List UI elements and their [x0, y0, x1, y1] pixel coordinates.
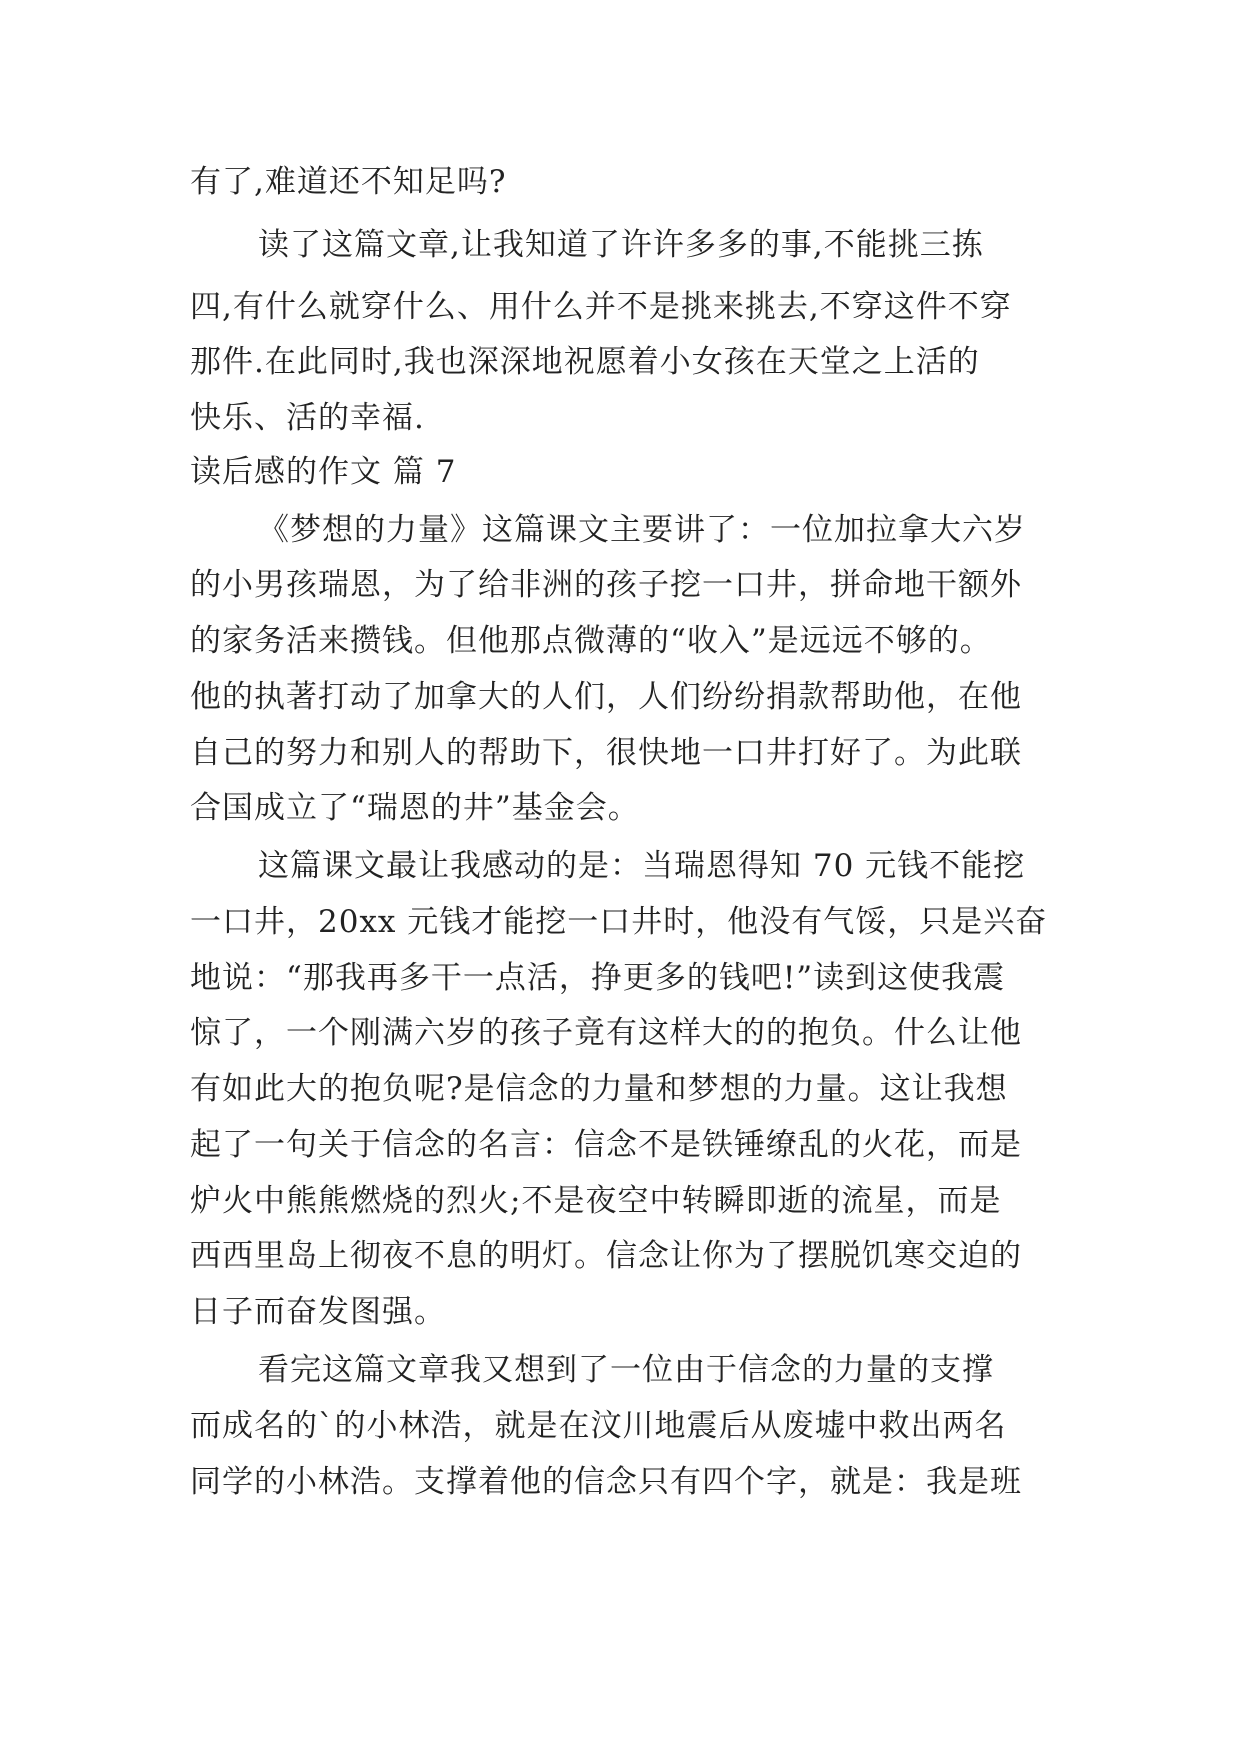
text-line: 惊了，一个刚满六岁的孩子竟有这样大的的抱负。什么让他 [190, 1015, 1022, 1051]
text-line: 四,有什么就穿什么、用什么并不是挑来挑去,不穿这件不穿 [190, 289, 1012, 325]
section-heading: 读后感的作文 篇 7 [190, 454, 457, 490]
text-line: 一口井，20xx 元钱才能挖一口井时，他没有气馁，只是兴奋 [190, 904, 1048, 940]
text-line: 看完这篇文章我又想到了一位由于信念的力量的支撑 [258, 1352, 994, 1388]
text-line: 那件.在此同时,我也深深地祝愿着小女孩在天堂之上活的 [190, 344, 980, 380]
text-line: 而成名的`的小林浩，就是在汶川地震后从废墟中救出两名 [190, 1408, 1007, 1444]
text-line: 的小男孩瑞恩，为了给非洲的孩子挖一口井，拼命地干额外 [190, 567, 1022, 603]
text-line: 读了这篇文章,让我知道了许许多多的事,不能挑三拣 [258, 227, 984, 263]
text-line: 炉火中熊熊燃烧的烈火;不是夜空中转瞬即逝的流星，而是 [190, 1183, 1002, 1219]
text-line: 快乐、活的幸福. [190, 400, 425, 436]
text-line: 他的执著打动了加拿大的人们，人们纷纷捐款帮助他，在他 [190, 679, 1022, 715]
text-line: 有了,难道还不知足吗? [190, 164, 507, 200]
text-line: 地说：“那我再多干一点活，挣更多的钱吧!”读到这使我震 [190, 960, 1006, 996]
text-line: 《梦想的力量》这篇课文主要讲了：一位加拉拿大六岁 [258, 512, 1026, 548]
text-line: 起了一句关于信念的名言：信念不是铁锤缭乱的火花，而是 [190, 1127, 1022, 1163]
text-line: 有如此大的抱负呢?是信念的力量和梦想的力量。这让我想 [190, 1071, 1008, 1107]
text-line: 同学的小林浩。支撑着他的信念只有四个字，就是：我是班 [190, 1464, 1022, 1500]
text-line: 日子而奋发图强。 [190, 1294, 446, 1330]
text-line: 的家务活来攒钱。但他那点微薄的“收入”是远远不够的。 [190, 623, 992, 659]
text-line: 合国成立了“瑞恩的井”基金会。 [190, 790, 640, 826]
text-line: 自己的努力和别人的帮助下，很快地一口井打好了。为此联 [190, 735, 1022, 771]
text-line: 这篇课文最让我感动的是：当瑞恩得知 70 元钱不能挖 [258, 848, 1026, 884]
text-line: 西西里岛上彻夜不息的明灯。信念让你为了摆脱饥寒交迫的 [190, 1238, 1022, 1274]
